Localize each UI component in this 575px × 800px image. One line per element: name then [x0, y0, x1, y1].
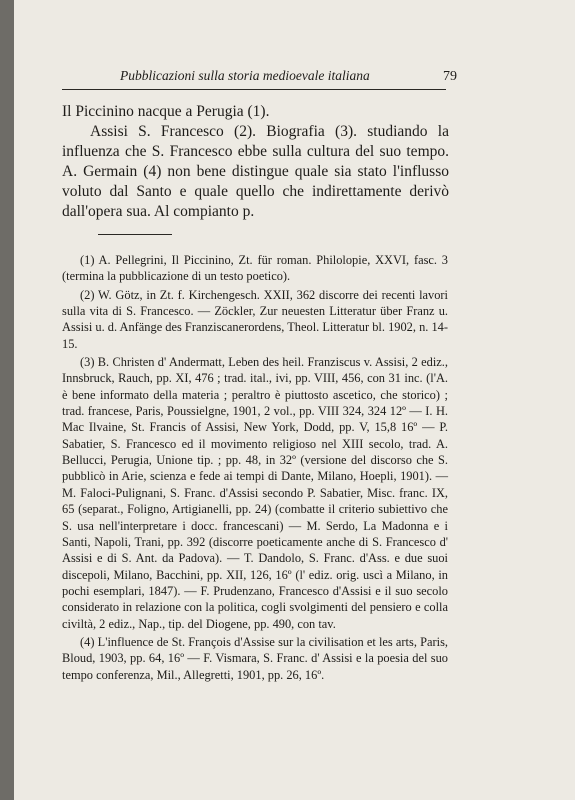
page-header — [64, 68, 457, 85]
footnote-3: (3) B. Christen d' Andermatt, Leben des heil. Franziscus v. Assisi, 2 ediz., Innsbruck, Rauch, pp. XI, 476 ; trad. ital., ivi, pp. VIII, 456, con 31 inc. (l'A. è bene informato della materia ; peraltro è piuttosto ascetico, che storico) ; trad. francese, Paris, Poussielgne, 1901, 2 vol., pp. VIII 324, 324 12º — I. H. Mac Ilvaine, St. Francis of Assisi, New York, Dodd, pp. V, 15,8 16º — P. Sabatier, S. Francesco ed il movimento religioso nel XIII secolo, trad. A. Bellucci, Perugia, Unione tip. ; pp. 48, in 32º (versione del discorso che S. pubblicò in Arie, scienza e fede ai tempi di Dante, Milano, Hoepli, 1901). — M. Faloci-Pulignani, S. Franc. d'Assisi secondo P. Sabatier, Misc. franc. IX, 65 (separat., Foligno, Artigianelli, pp. 24) (combatte il criterio subiettivo che S. usa nell'interpretare i docc. francescani) — M. Serdo, La Madonna e i Santi, Napoli, Trani, pp. 392 (discorre poeticamente anche di S. Francesco d' Assisi e di S. Ant. da Padova). — T. Dandolo, S. Franc. d'Ass. e due suoi discepoli, Milano, Bacchini, pp. XII, 126, 16º (l' ediz. orig. uscì a Milano, in pochi esemplari, 1847). — F. Prudenzano, Francesco d'Assisi e il suo secolo considerato in relazione con la politica, cogli svolgimenti del pensiero e colla civiltà, 2 ediz., Nap., tip. del Diogene, pp. 490, con tav. — [62, 355, 448, 631]
main-text — [62, 102, 449, 222]
body-paragraph: Assisi S. Francesco (2). Biografia (3). studiando la influenza che S. Francesco ebbe sulla cultura del suo tempo. A. Germain (4) non bene distingue quale sia stato l'influsso voluto dal Santo e quale quello che indirettamente derivò dall'opera sua. Al compianto p. — [62, 123, 449, 220]
running-title: Pubblicazioni sulla storia medioevale italiana — [120, 68, 370, 83]
book-page — [14, 0, 575, 800]
footnote-1: (1) A. Pellegrini, Il Piccinino, Zt. für roman. Philolopie, XXVI, fasc. 3 (termina la pubblicazione di un testo poetico). — [62, 253, 448, 284]
header-rule — [62, 89, 446, 90]
footnote-rule — [98, 234, 172, 235]
footnote-4: (4) L'influence de St. François d'Assise sur la civilisation et les arts, Paris, Bloud, 1903, pp. 64, 16º — F. Vismara, S. Franc. d' Assisi e la poesia del suo tempo conferenza, Mil., Allegretti, 1901, pp. 26, 16º. — [62, 634, 448, 682]
footnotes — [62, 252, 448, 683]
body-line-first: Il Piccinino nacque a Perugia (1). — [62, 103, 270, 120]
footnote-2: (2) W. Götz, in Zt. f. Kirchengesch. XXII, 362 discorre dei recenti lavori sulla vita di S. Francesco. — Zöckler, Zur neuesten Litteratur über Franz u. Assisi u. d. Anfänge des Franziscanerordens, Theol. Litteratur bl. 1902, n. 14-15. — [62, 287, 448, 351]
page-number: 79 — [443, 69, 457, 84]
